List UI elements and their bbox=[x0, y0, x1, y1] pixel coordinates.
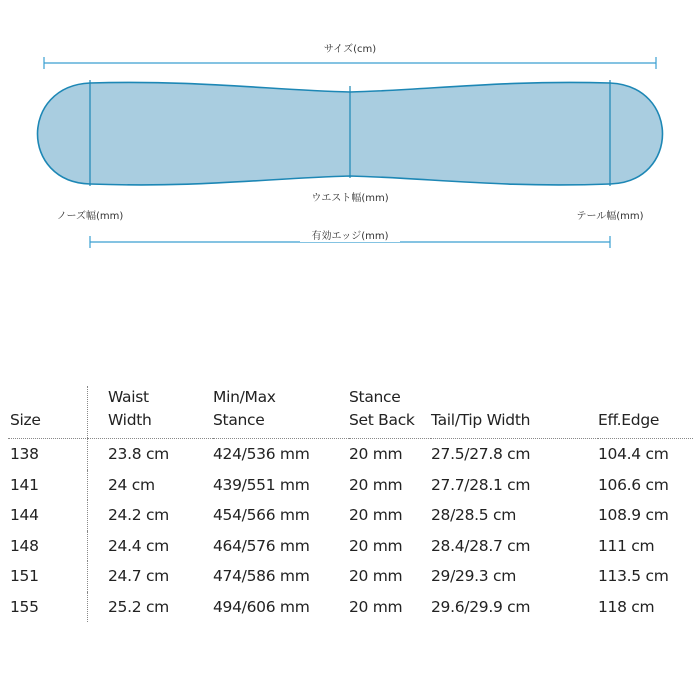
table-row bbox=[8, 592, 693, 623]
cell-edge: 108.9 cm bbox=[598, 506, 669, 525]
cell-tailtip: 27.5/27.8 cm bbox=[431, 445, 531, 464]
edge-label: 有効エッジ(mm) bbox=[311, 231, 389, 242]
cell-setback: 20 mm bbox=[349, 475, 403, 494]
cell-setback: 20 mm bbox=[349, 536, 403, 555]
cell-tailtip: 28/28.5 cm bbox=[431, 506, 517, 525]
header-setback-line2: Set Back bbox=[349, 411, 415, 429]
cell-stance: 464/576 mm bbox=[213, 536, 310, 555]
tail-label: テール幅(mm) bbox=[576, 211, 644, 222]
cell-size: 138 bbox=[10, 445, 39, 464]
cell-stance: 494/606 mm bbox=[213, 597, 310, 616]
spec-table bbox=[8, 386, 693, 622]
cell-edge: 106.6 cm bbox=[598, 475, 669, 494]
size-dimension-line bbox=[44, 57, 656, 69]
cell-tailtip: 27.7/28.1 cm bbox=[431, 475, 531, 494]
cell-size: 155 bbox=[10, 597, 39, 616]
cell-size: 141 bbox=[10, 475, 39, 494]
cell-size: 148 bbox=[10, 536, 39, 555]
cell-size: 144 bbox=[10, 506, 39, 525]
cell-tailtip: 28.4/28.7 cm bbox=[431, 536, 531, 555]
cell-setback: 20 mm bbox=[349, 445, 403, 464]
cell-edge: 118 cm bbox=[598, 597, 655, 616]
cell-waist: 24 cm bbox=[88, 470, 214, 501]
cell-edge: 113.5 cm bbox=[598, 567, 669, 586]
size-label: サイズ(cm) bbox=[323, 44, 377, 55]
table-row bbox=[8, 531, 693, 562]
table-row bbox=[8, 561, 693, 592]
cell-edge: 104.4 cm bbox=[598, 445, 669, 464]
cell-stance: 454/566 mm bbox=[213, 506, 310, 525]
header-waist bbox=[88, 386, 214, 439]
cell-waist: 24.2 cm bbox=[88, 500, 214, 531]
table-row bbox=[8, 500, 693, 531]
spec-header-row bbox=[8, 386, 693, 439]
cell-setback: 20 mm bbox=[349, 506, 403, 525]
waist-label: ウエスト幅(mm) bbox=[311, 193, 389, 204]
header-setback-line1: Stance bbox=[349, 388, 401, 406]
header-stance bbox=[213, 386, 349, 439]
snowboard-diagram bbox=[0, 0, 700, 260]
cell-waist: 24.4 cm bbox=[88, 531, 214, 562]
cell-stance: 474/586 mm bbox=[213, 567, 310, 586]
cell-size: 151 bbox=[10, 567, 39, 586]
cell-setback: 20 mm bbox=[349, 567, 403, 586]
header-stance-line2: Stance bbox=[213, 411, 265, 429]
cell-waist: 24.7 cm bbox=[88, 561, 214, 592]
cell-tailtip: 29.6/29.9 cm bbox=[431, 597, 531, 616]
cell-waist: 25.2 cm bbox=[88, 592, 214, 623]
cell-stance: 424/536 mm bbox=[213, 445, 310, 464]
cell-edge: 111 cm bbox=[598, 536, 655, 555]
header-waist-line2: Width bbox=[108, 411, 152, 429]
cell-stance: 439/551 mm bbox=[213, 475, 310, 494]
header-stance-line1: Min/Max bbox=[213, 388, 276, 406]
header-setback bbox=[349, 386, 431, 439]
cell-tailtip: 29/29.3 cm bbox=[431, 567, 517, 586]
cell-setback: 20 mm bbox=[349, 597, 403, 616]
table-row bbox=[8, 470, 693, 501]
header-tailtip: Tail/Tip Width bbox=[431, 386, 598, 439]
nose-label: ノーズ幅(mm) bbox=[56, 211, 124, 222]
header-waist-line1: Waist bbox=[108, 388, 149, 406]
cell-waist: 23.8 cm bbox=[88, 439, 214, 470]
header-edge: Eff.Edge bbox=[598, 386, 693, 439]
header-size: Size bbox=[8, 386, 88, 439]
table-row bbox=[8, 439, 693, 470]
